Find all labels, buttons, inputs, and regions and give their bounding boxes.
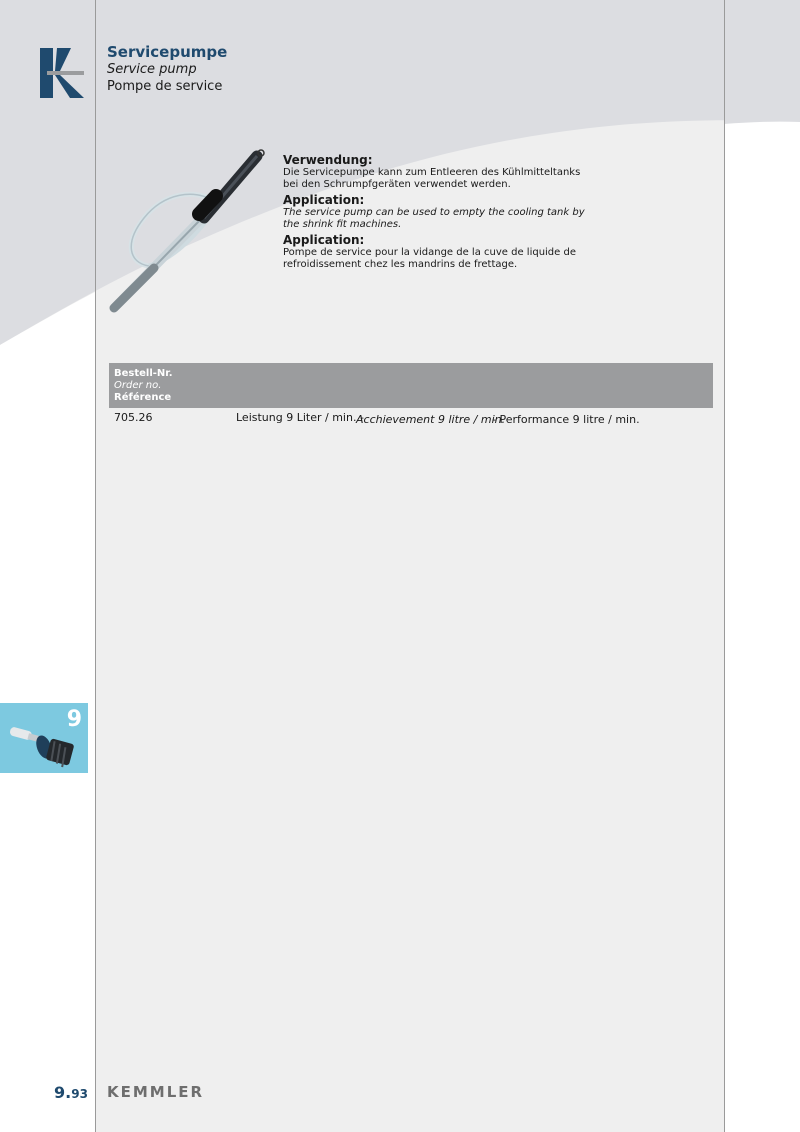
chapter-number: 9: [66, 707, 82, 732]
page-number-minor: 93: [71, 1087, 88, 1101]
brand-name: KEMMLER: [107, 1083, 205, 1101]
page-number: [54, 1083, 88, 1102]
description-head-french: Application:: [283, 233, 365, 247]
spec-french: - Performance 9 litre / min.: [492, 413, 640, 426]
header-order-no-german: Bestell-Nr.: [114, 368, 173, 379]
title-french: Pompe de service: [107, 79, 223, 94]
description-head-german: Verwendung:: [283, 153, 373, 167]
header-order-no-english: Order no.: [114, 380, 162, 391]
left-margin-line: [95, 0, 96, 1132]
description: [283, 151, 593, 271]
header-order-no-french: Référence: [114, 392, 172, 403]
page-number-major: 9.: [54, 1083, 72, 1102]
order-number: 705.26: [114, 411, 153, 424]
right-margin-line: [724, 0, 725, 1132]
description-text-english: The service pump can be used to empty the cooling tank by the shrink fit machines.: [283, 207, 585, 230]
description-text-french: Pompe de service pour la vidange de la cuve de liquide de refroidissement chez les mandrins de frettage.: [283, 247, 576, 270]
spec-english: Acchievement 9 litre / min.: [356, 413, 506, 426]
spec-german: Leistung 9 Liter / min. -: [236, 411, 364, 424]
description-text-german: Die Servicepumpe kann zum Entleeren des Kühlmitteltanks bei den Schrumpfgeräten verwendet werden.: [283, 167, 581, 190]
title-english: Service pump: [107, 62, 197, 77]
service-pump-image: [104, 148, 274, 316]
title-german: Servicepumpe: [107, 43, 228, 61]
description-head-english: Application:: [283, 193, 365, 207]
kemmler-k-logo: [40, 48, 84, 98]
table-header: [109, 363, 713, 408]
title-block: [107, 44, 227, 95]
chapter-tab[interactable]: [0, 703, 88, 773]
